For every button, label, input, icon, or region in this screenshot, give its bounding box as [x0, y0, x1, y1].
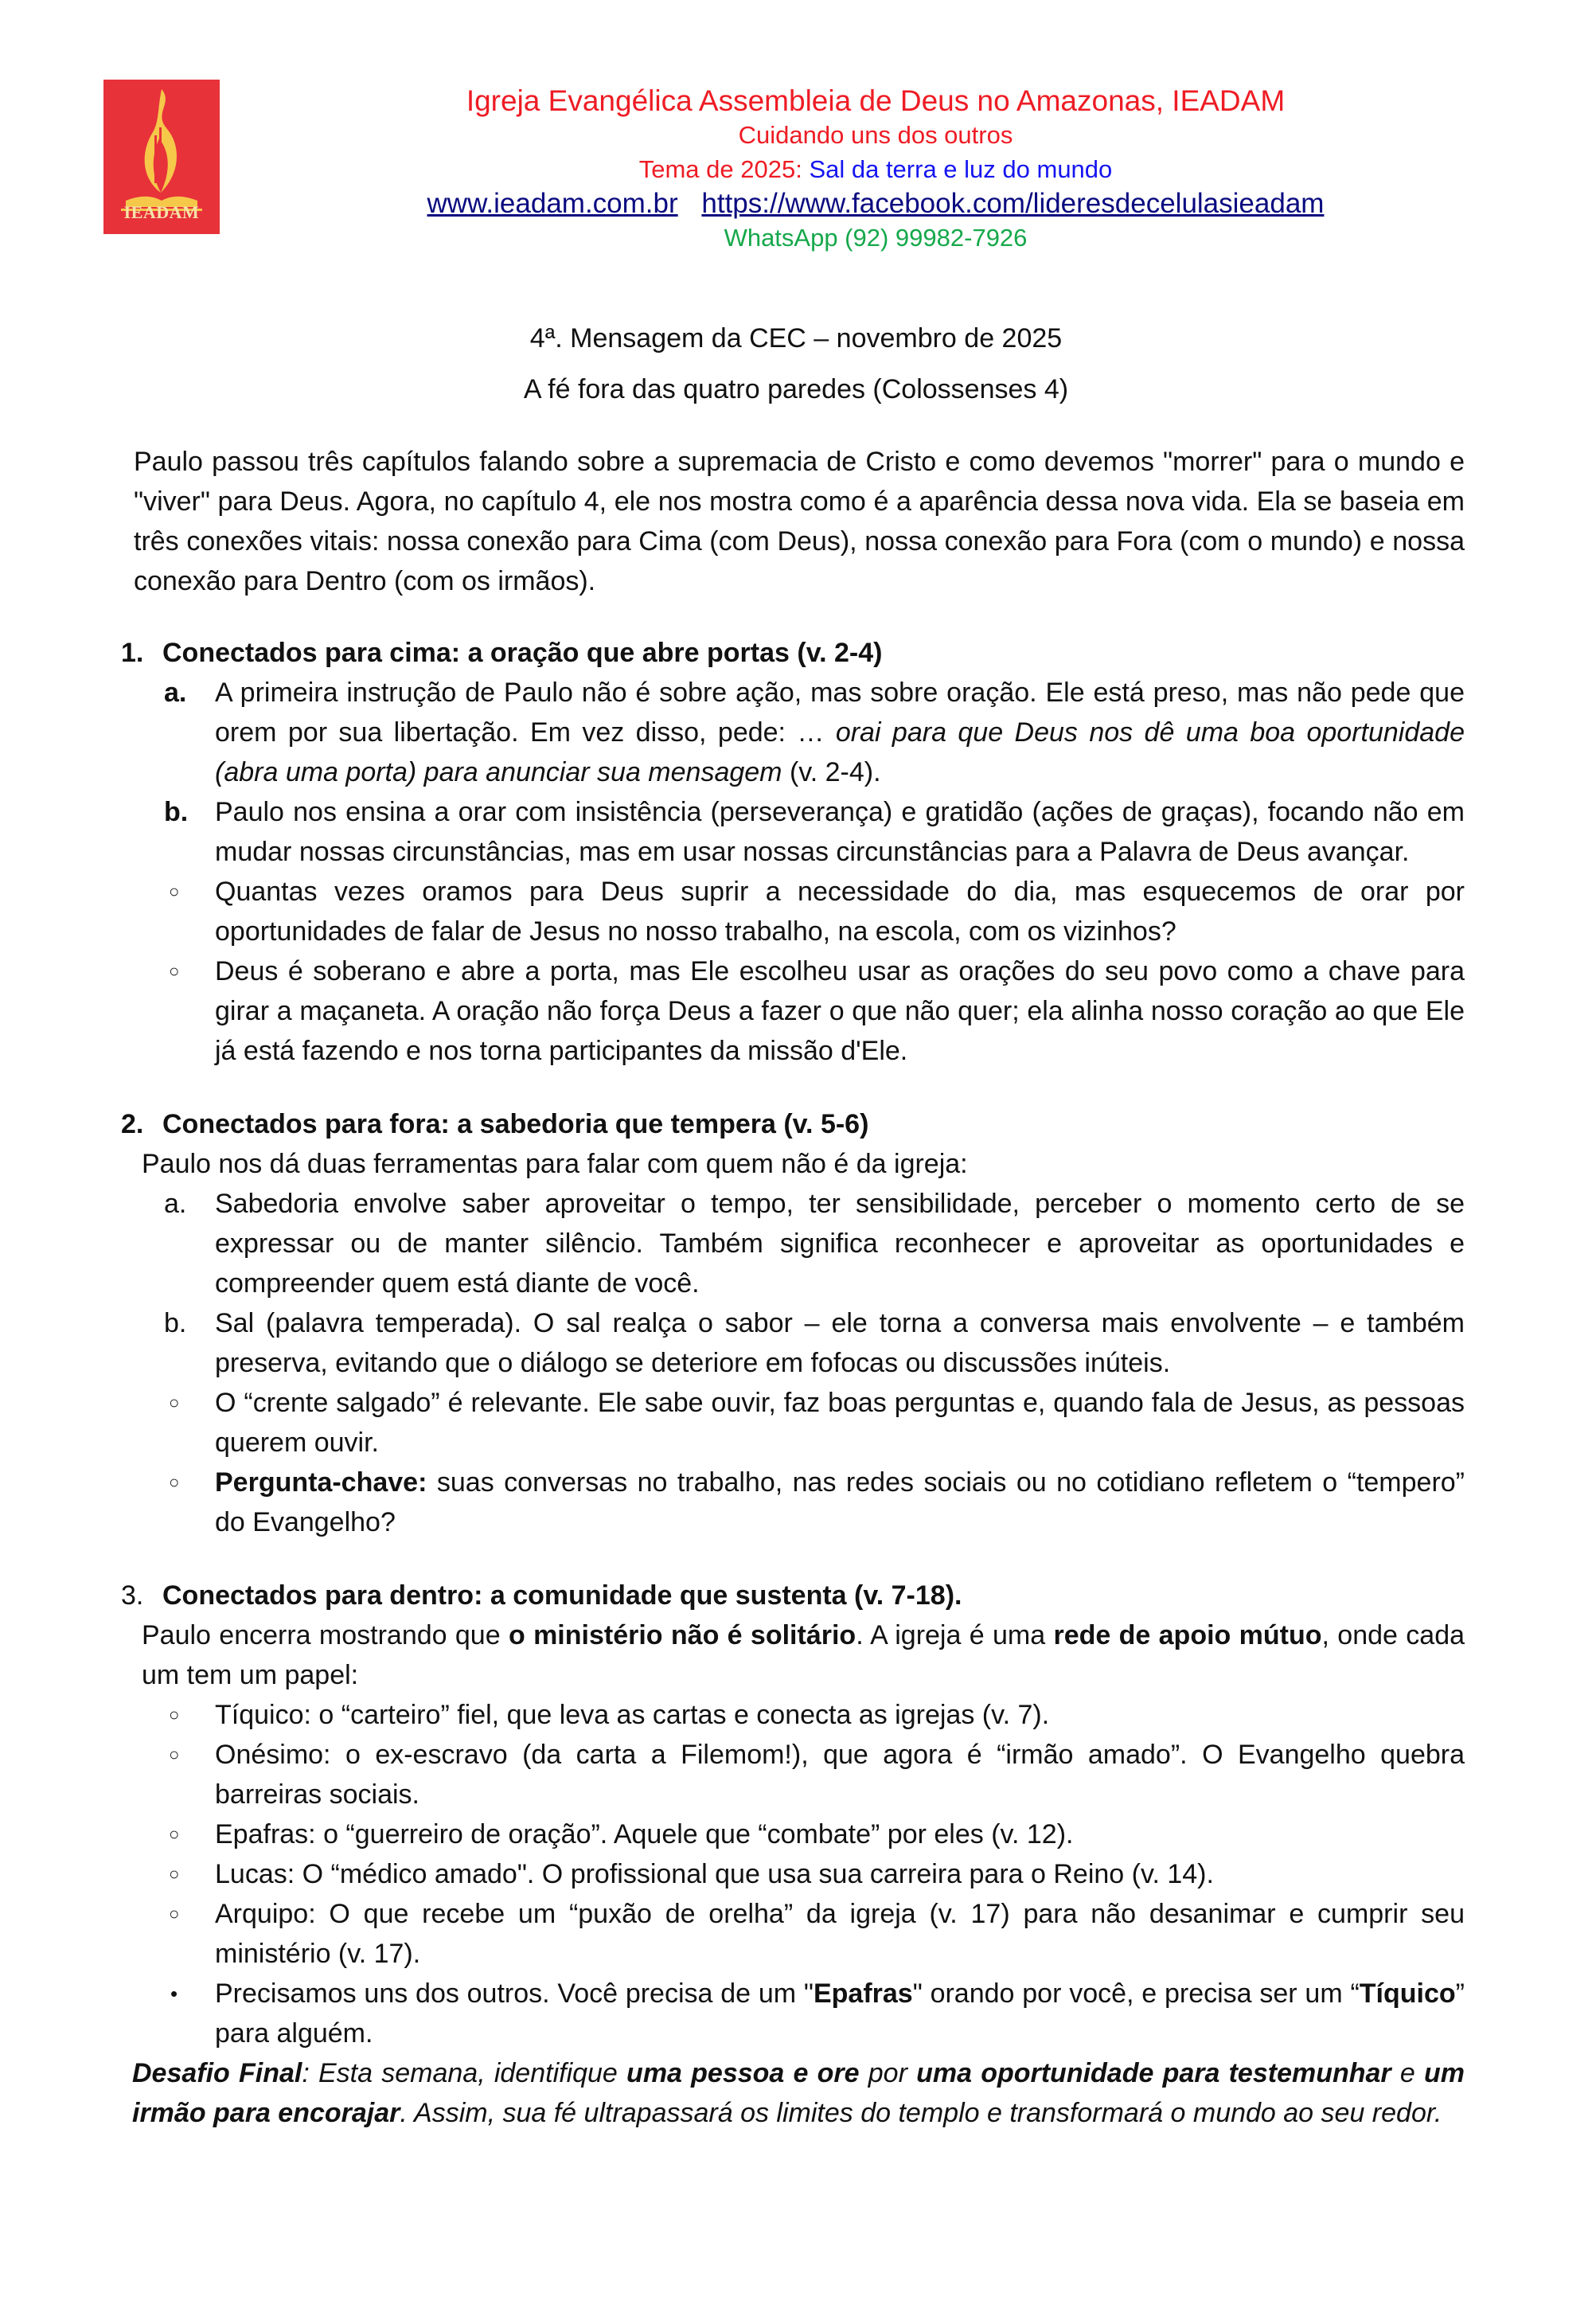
item-text: Precisamos uns dos outros. Você precisa de um " — [215, 1978, 814, 2009]
item-text: Sal (palavra temperada). O sal realça o sabor – ele torna a conversa mais envolvente – e também preserva, evitando que o diálogo se deteriore em fofocas ou discussões inúteis. — [215, 1308, 1465, 1378]
list-marker: b. — [164, 797, 189, 827]
dot-bullet-icon: • — [170, 1982, 178, 2006]
section-number: 1. — [121, 638, 144, 668]
final-challenge — [132, 2053, 1465, 2133]
church-name: Igreja Evangélica Assembleia de Deus no Amazonas, IEADAM — [466, 84, 1286, 117]
circle-bullet-icon: ○ — [169, 1904, 180, 1924]
logo-text: IEADAM — [123, 202, 200, 222]
list-item — [134, 792, 1465, 872]
section-title: Conectados para fora: a sabedoria que tempera (v. 5-6) — [162, 1109, 869, 1139]
list-item — [134, 1974, 1465, 2053]
list-item — [134, 1735, 1465, 1814]
list-item — [134, 673, 1465, 792]
closing-emphasis: uma pessoa e ore — [626, 2058, 860, 2088]
circle-bullet-icon: ○ — [169, 1472, 180, 1492]
list-item — [134, 1383, 1465, 1463]
circle-bullet-icon: ○ — [169, 1392, 180, 1412]
document-body — [121, 442, 1465, 2133]
item-text: Tíquico: o “carteiro” fiel, que leva as cartas e conecta as igrejas (v. 7). — [215, 1700, 1050, 1730]
section-2-heading — [121, 1104, 1465, 1144]
closing-emphasis: uma oportunidade para testemunhar — [916, 2058, 1391, 2088]
whatsapp-contact: WhatsApp (92) 99982-7926 — [724, 224, 1028, 252]
section-number: 3. — [121, 1580, 144, 1611]
item-quote: orai para que Deus nos dê uma boa oportunidade (abra uma porta) para anunciar sua mensagem — [215, 717, 1465, 787]
intro-text: , onde cada um tem um papel: — [142, 1620, 1465, 1690]
closing-text: . Assim, sua fé ultrapassará os limites do templo e transformará o mundo ao seu redor. — [400, 2098, 1442, 2128]
item-text: Lucas: O “médico amado". O profissional que usa sua carreira para o Reino (v. 14). — [215, 1859, 1214, 1889]
item-text: " orando por você, e precisa ser um “ — [912, 1978, 1360, 2009]
document-titles — [0, 318, 1592, 420]
facebook-link[interactable]: https://www.facebook.com/lideresdecelulasieadam — [701, 188, 1325, 219]
motto: Cuidando uns dos outros — [738, 121, 1013, 149]
theme-line — [239, 152, 1512, 186]
item-text: Deus é soberano e abre a porta, mas Ele escolheu usar as orações do seu povo como a chave para girar a maçaneta. A oração não força Deus a fazer o que não quer; ela alinha nosso coração ao que Ele já está fazendo e nos torna participantes da missão d'Ele. — [215, 956, 1465, 1066]
item-text: Arquipo: O que recebe um “puxão de orelha” da igreja (v. 17) para não desanimar e cumprir seu ministério (v. 17). — [215, 1899, 1465, 1969]
item-text: Onésimo: o ex-escravo (da carta a Filemom!), que agora é “irmão amado”. O Evangelho quebra barreiras sociais. — [215, 1740, 1465, 1810]
item-text: Epafras: o “guerreiro de oração”. Aquele que “combate” por eles (v. 12). — [215, 1819, 1074, 1849]
list-marker: b. — [164, 1308, 187, 1338]
item-text: Quantas vezes oramos para Deus suprir a necessidade do dia, mas esquecemos de orar por oportunidades de falar de Jesus no nosso trabalho, na escola, com os vizinhos? — [215, 877, 1465, 947]
list-item — [134, 1854, 1465, 1894]
website-link[interactable]: www.ieadam.com.br — [427, 188, 678, 219]
intro-emphasis: o ministério não é solitário — [508, 1620, 856, 1650]
circle-bullet-icon: ○ — [169, 1744, 180, 1764]
item-text: suas conversas no trabalho, nas redes sociais ou no cotidiano refletem o “tempero” do Evangelho? — [215, 1467, 1465, 1537]
intro-text: Paulo encerra mostrando que — [142, 1620, 509, 1650]
section-intro — [134, 1615, 1465, 1695]
closing-text: : Esta semana, identifique — [302, 2058, 627, 2088]
list-marker: a. — [164, 1189, 187, 1219]
closing-text: por — [859, 2058, 917, 2088]
links-line — [239, 186, 1512, 221]
list-item — [134, 1303, 1465, 1383]
theme-value: Sal da terra e luz do mundo — [809, 155, 1113, 183]
intro-text: . A igreja é uma — [856, 1620, 1054, 1650]
intro-emphasis: rede de apoio mútuo — [1053, 1620, 1322, 1650]
theme-label: Tema de 2025: — [638, 155, 802, 183]
section-title: Conectados para dentro: a comunidade que sustenta (v. 7-18). — [162, 1580, 962, 1611]
message-title: 4ª. Mensagem da CEC – novembro de 2025 — [529, 323, 1063, 353]
list-item — [134, 951, 1465, 1071]
item-reference: (v. 2-4). — [782, 757, 881, 787]
list-marker: a. — [164, 678, 187, 708]
section-1-heading — [121, 633, 1465, 673]
closing-emphasis: um irmão para encorajar — [132, 2058, 1465, 2128]
item-text: ” para alguém. — [215, 1978, 1465, 2049]
section-number: 2. — [121, 1109, 144, 1139]
closing-text: e — [1391, 2058, 1424, 2088]
item-text: Paulo nos ensina a orar com insistência (perseverança) e gratidão (ações de graças), focando não em mudar nossas circunstâncias, mas em usar nossas circunstâncias para a Palavra de Deus avançar. — [215, 797, 1465, 867]
circle-bullet-icon: ○ — [169, 881, 180, 901]
message-subtitle: A fé fora das quatro paredes (Colossenses 4) — [523, 374, 1069, 404]
intro-paragraph: Paulo passou três capítulos falando sobre a supremacia de Cristo e como devemos "morrer" para o mundo e "viver" para Deus. Agora, no capítulo 4, ele nos mostra como é a aparência dessa nova vida. Ela se baseia em três conexões vitais: nossa conexão para Cima (com Deus), nossa conexão para Fora (com o mundo) e nossa conexão para Dentro (com os irmãos). — [134, 447, 1465, 596]
item-text: A primeira instrução de Paulo não é sobre ação, mas sobre oração. Ele está preso, mas não pede que orem por sua libertação. Em vez disso, pede: … — [215, 678, 1465, 748]
final-challenge-label: Desafio Final — [132, 2058, 302, 2088]
circle-bullet-icon: ○ — [169, 1864, 180, 1884]
section-title: Conectados para cima: a oração que abre portas (v. 2-4) — [162, 638, 883, 668]
circle-bullet-icon: ○ — [169, 1705, 180, 1724]
list-item — [134, 1463, 1465, 1542]
section-3-heading — [121, 1576, 1465, 1615]
list-item — [134, 1894, 1465, 1974]
list-item — [134, 1184, 1465, 1303]
list-item — [134, 1695, 1465, 1735]
circle-bullet-icon: ○ — [169, 1824, 180, 1844]
item-emphasis: Tíquico — [1359, 1978, 1456, 2009]
item-emphasis: Epafras — [813, 1978, 913, 2009]
key-question-label: Pergunta-chave: — [215, 1467, 427, 1498]
list-item — [134, 872, 1465, 951]
section-intro: Paulo nos dá duas ferramentas para falar com quem não é da igreja: — [142, 1149, 968, 1179]
circle-bullet-icon: ○ — [169, 961, 180, 981]
item-text: Sabedoria envolve saber aproveitar o tempo, ter sensibilidade, perceber o momento certo de se expressar ou de manter silêncio. Também significa reconhecer e aproveitar as oportunidades e compreender quem está diante de você. — [215, 1189, 1465, 1299]
ieadam-logo — [103, 80, 220, 234]
item-text: O “crente salgado” é relevante. Ele sabe ouvir, faz boas perguntas e, quando fala de Jesus, as pessoas querem ouvir. — [215, 1388, 1465, 1458]
letterhead — [239, 84, 1512, 255]
list-item — [134, 1814, 1465, 1854]
